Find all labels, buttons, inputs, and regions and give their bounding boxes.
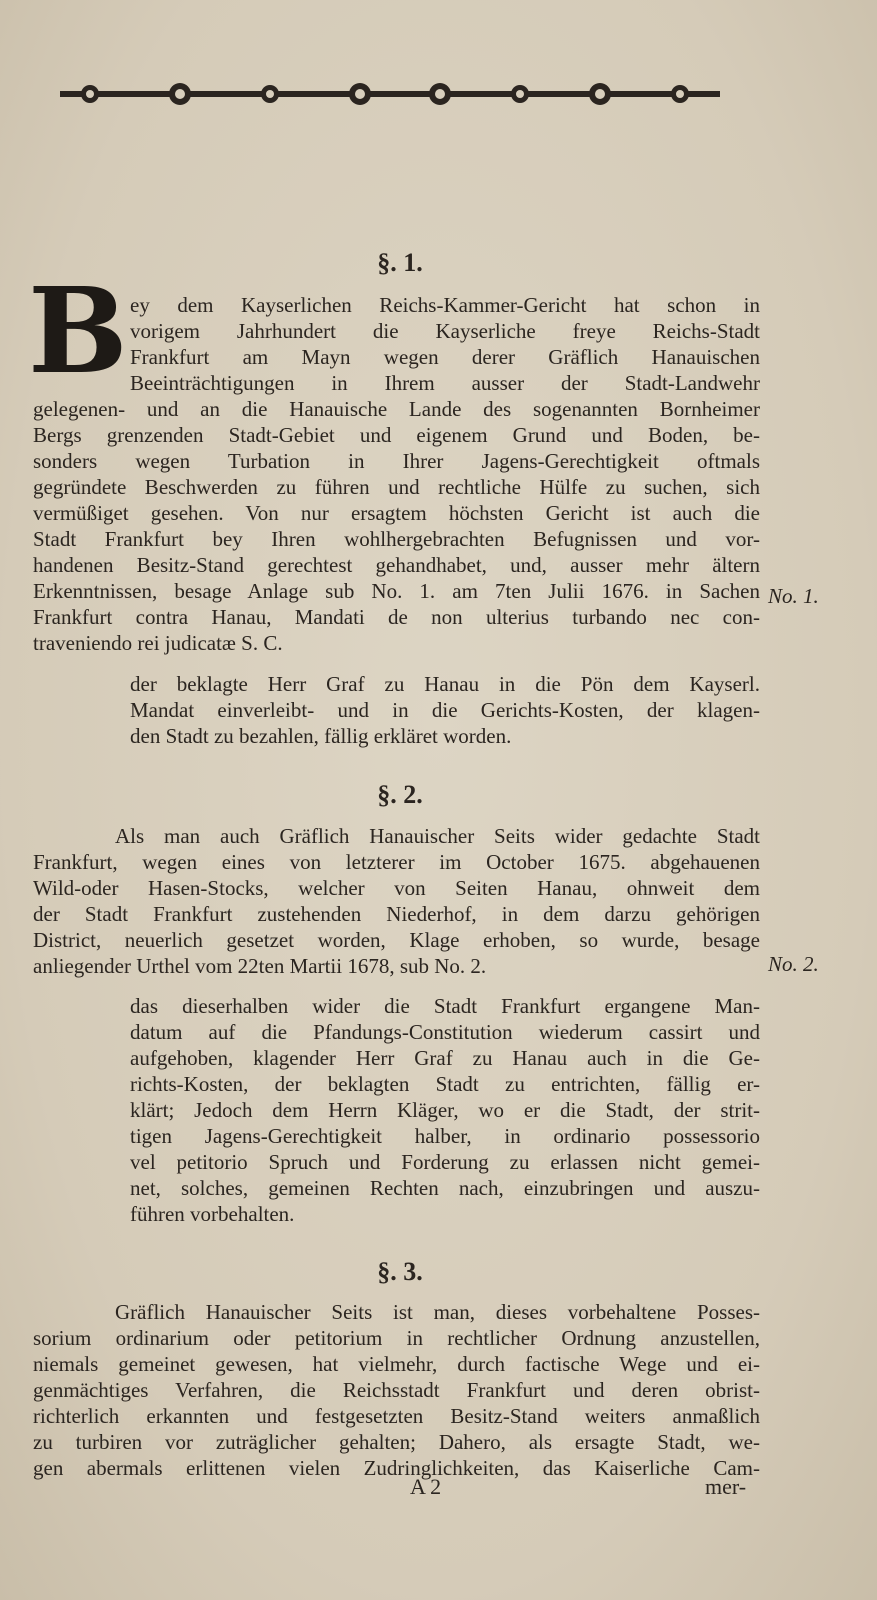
drop-cap: B	[28, 261, 128, 400]
text-line: net, solches, gemeinen Rechten nach, einzubringen und auszu-	[130, 1176, 760, 1200]
text-line: das dieserhalben wider die Stadt Frankfurt ergangene Man-	[130, 994, 760, 1018]
margin-note-1: No. 1.	[768, 584, 819, 608]
text-line: anliegender Urthel vom 22ten Martii 1678, sub No. 2.	[33, 954, 487, 978]
text-line: traveniendo rei judicatæ S. C.	[33, 631, 283, 655]
decorative-ornament-band	[60, 78, 720, 110]
text-line: vel petitorio Spruch und Forderung zu erlassen nicht gemei-	[130, 1150, 760, 1174]
text-line: tigen Jagens-Gerechtigkeit halber, in ordinario possessorio	[130, 1124, 760, 1148]
text-line: Frankfurt contra Hanau, Mandati de non ulterius turbando nec con-	[33, 605, 760, 629]
text-line: ey dem Kayserlichen Reichs-Kammer-Gericht hat schon in	[130, 293, 760, 317]
margin-note-2: No. 2.	[768, 952, 819, 976]
text-line: Erkenntnissen, besage Anlage sub No. 1. am 7ten Julii 1676. in Sachen	[33, 579, 760, 603]
signature-mark: A 2	[410, 1474, 442, 1499]
text-line: der beklagte Herr Graf zu Hanau in die Pön dem Kayserl.	[130, 672, 760, 696]
text-line: Frankfurt, wegen eines von letzterer im October 1675. abgehauenen	[33, 850, 760, 874]
text-line: der Stadt Frankfurt zustehenden Niederhof, in dem darzu gehörigen	[33, 902, 760, 926]
text-line: gen abermals erlittenen vielen Zudringlichkeiten, das Kaiserliche Cam-	[33, 1456, 760, 1480]
text-line: sorium ordinarium oder petitorium in rechtlicher Ordnung anzustellen,	[33, 1326, 760, 1350]
text-line: Stadt Frankfurt bey Ihren wohlhergebrachten Befugnissen und vor-	[33, 527, 760, 551]
text-line: gegründete Beschwerden zu führen und rechtliche Hülfe zu suchen, sich	[33, 475, 760, 499]
text-line: District, neuerlich gesetzet worden, Klage erhoben, so wurde, besage	[33, 928, 760, 952]
text-line: vermüßiget gesehen. Von nur ersagtem höchsten Gericht ist auch die	[33, 501, 760, 525]
text-line: aufgehoben, klagender Herr Graf zu Hanau auch in die Ge-	[130, 1046, 760, 1070]
text-line: zu turbiren vor zuträglicher gehalten; Dahero, als ersagte Stadt, we-	[33, 1430, 760, 1454]
text-line: Beeinträchtigungen in Ihrem ausser der Stadt-Landwehr	[130, 371, 760, 395]
text-line: den Stadt zu bezahlen, fällig erkläret worden.	[130, 724, 512, 748]
text-line: gelegenen- und an die Hanauische Lande des sogenannten Bornheimer	[33, 397, 760, 421]
text-line: Wild-oder Hasen-Stocks, welcher von Seiten Hanau, ohnweit dem	[33, 876, 760, 900]
section-2-heading: §. 2.	[377, 780, 423, 809]
text-line: Als man auch Gräflich Hanauischer Seits wider gedachte Stadt	[115, 824, 760, 848]
text-line: führen vorbehalten.	[130, 1202, 295, 1226]
text-line: Gräflich Hanauischer Seits ist man, dieses vorbehaltene Posses-	[115, 1300, 760, 1324]
text-line: vorigem Jahrhundert die Kayserliche freye Reichs-Stadt	[130, 319, 760, 343]
text-line: richts-Kosten, der beklagten Stadt zu entrichten, fällig er-	[130, 1072, 760, 1096]
text-line: handenen Besitz-Stand gerechtest gehandhabet, und, ausser mehr ältern	[33, 553, 760, 577]
section-1-heading: §. 1.	[377, 248, 423, 277]
catchword: mer-	[705, 1474, 747, 1499]
text-line: klärt; Jedoch dem Herrn Kläger, wo er die Stadt, der strit-	[130, 1098, 760, 1122]
text-line: richterlich erkannten und festgesetzten Besitz-Stand weiters anmaßlich	[33, 1404, 760, 1428]
text-line: Frankfurt am Mayn wegen derer Gräflich Hanauischen	[130, 345, 760, 369]
text-line: Bergs grenzenden Stadt-Gebiet und eigenem Grund und Boden, be-	[33, 423, 760, 447]
text-line: sonders wegen Turbation in Ihrer Jagens-Gerechtigkeit oftmals	[33, 449, 760, 473]
text-line: Mandat einverleibt- und in die Gerichts-Kosten, der klagen-	[130, 698, 760, 722]
text-line: datum auf die Pfandungs-Constitution wiederum cassirt und	[130, 1020, 760, 1044]
section-3-heading: §. 3.	[377, 1257, 423, 1286]
text-line: niemals gemeinet gewesen, hat vielmehr, durch factische Wege und ei-	[33, 1352, 760, 1376]
text-line: genmächtiges Verfahren, die Reichsstadt Frankfurt und deren obrist-	[33, 1378, 760, 1402]
